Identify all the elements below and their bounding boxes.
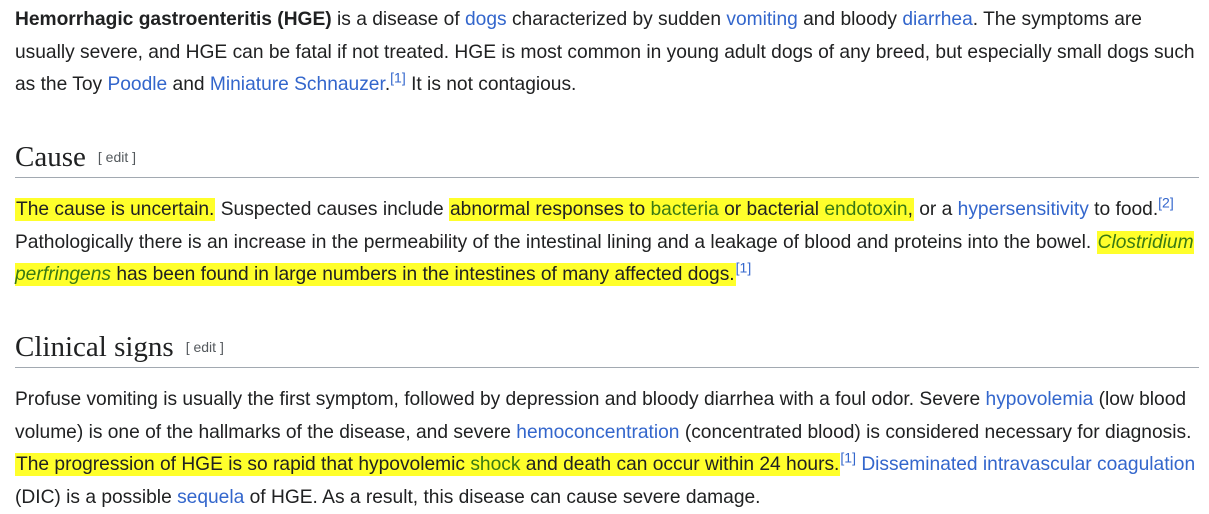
cause-paragraph (15, 194, 1205, 292)
reference-1[interactable] (390, 70, 406, 86)
highlight (449, 198, 914, 221)
edit-section-clinical-link[interactable]: [ edit ] (185, 339, 224, 355)
text: (low blood volume) is one of the hallmarks of the disease, and severe (15, 389, 1187, 443)
text: or a (913, 199, 958, 220)
heading-text: Cause (15, 141, 86, 173)
text: and bloody (797, 9, 903, 30)
text: The progression of HGE is so rapid that hypovolemic (16, 454, 471, 475)
section-heading-clinical-signs (15, 329, 1199, 368)
clinical-signs-paragraph (15, 384, 1205, 514)
text: . (384, 74, 391, 95)
link-vomiting[interactable]: vomiting (726, 9, 798, 30)
text: (concentrated blood) is considered necessary for diagnosis. (679, 421, 1192, 443)
link-hypovolemia[interactable]: hypovolemia (985, 389, 1094, 410)
intro-paragraph (15, 4, 1205, 102)
reference-1[interactable] (840, 450, 856, 466)
reference-link[interactable]: [1] (735, 259, 752, 276)
text: and (167, 74, 210, 95)
text: or bacterial (718, 199, 825, 220)
text: Profuse vomiting is usually the first symptom, followed by depression and bloody diarrhea with a foul odor. Severe (15, 389, 986, 410)
link-hemoconcentration[interactable]: hemoconcentration (516, 421, 680, 443)
text: has been found in large numbers in the intestines of many affected dogs. (111, 264, 735, 285)
text: to food. (1088, 199, 1159, 220)
link-clostridium-perfringens[interactable]: Clostridium perfringens (15, 231, 1194, 285)
text: , (907, 199, 913, 220)
text: characterized by sudden (506, 9, 727, 30)
article-term: Hemorrhagic gastroenteritis (HGE) (15, 9, 332, 30)
text: and death can occur within 24 hours. (520, 454, 840, 475)
text: abnormal responses to (450, 199, 651, 220)
text: is a disease of (331, 9, 465, 30)
text: (DIC) is a possible (15, 486, 178, 508)
heading-text: Clinical signs (15, 331, 174, 363)
section-heading-cause (15, 139, 1199, 178)
text: of HGE. As a result, this disease can cause severe damage. (244, 486, 761, 508)
text: . The symptoms are usually severe, and HGE can be fatal if not treated. HGE is most common in young adult dogs of any breed, but especially small dogs such as the Toy (15, 9, 1195, 95)
link-disseminated-intravascular-coagulation[interactable]: Disseminated intravascular coagulation (861, 454, 1196, 475)
edit-section-cause-link[interactable]: [ edit ] (97, 149, 137, 165)
reference-2[interactable] (1158, 195, 1174, 211)
link-hypersensitivity[interactable]: hypersensitivity (957, 199, 1089, 220)
link-endotoxin[interactable]: endotoxin (824, 199, 908, 220)
link-bacteria[interactable]: bacteria (650, 199, 719, 220)
reference-1[interactable] (736, 260, 752, 276)
reference-link[interactable]: [1] (390, 69, 406, 86)
link-miniature-schnauzer[interactable]: Miniature Schnauzer (209, 74, 385, 95)
highlight: The cause is uncertain. (16, 199, 215, 220)
highlight (15, 453, 840, 476)
reference-link[interactable]: [2] (1158, 194, 1174, 211)
text: Pathologically there is an increase in the permeability of the intestinal lining and a leakage of blood and proteins into the bowel. (15, 231, 1097, 253)
reference-link[interactable]: [1] (840, 449, 856, 466)
text: It is not contagious. (405, 74, 577, 95)
text: Suspected causes include (215, 199, 449, 220)
link-dogs[interactable]: dogs (465, 9, 507, 30)
link-poodle[interactable]: Poodle (107, 74, 168, 95)
link-sequela[interactable]: sequela (177, 486, 245, 508)
link-diarrhea[interactable]: diarrhea (902, 9, 973, 30)
link-shock[interactable]: shock (470, 454, 521, 475)
